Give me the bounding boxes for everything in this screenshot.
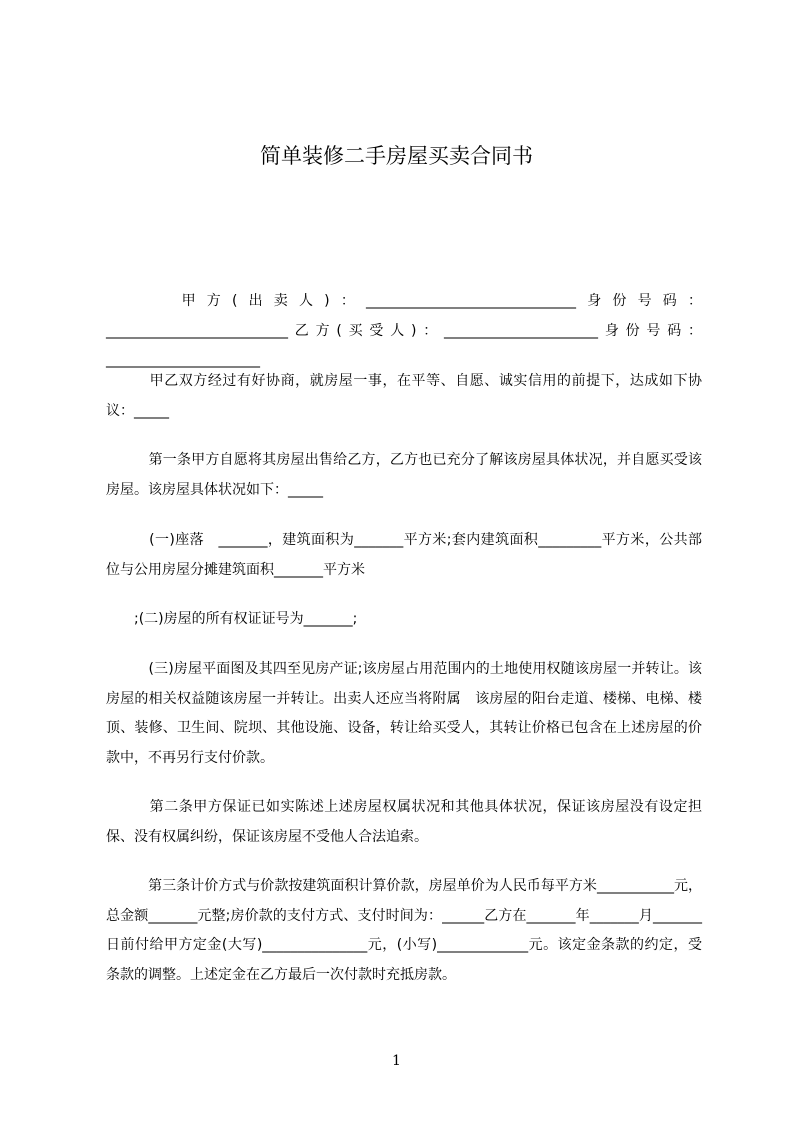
paragraph-text: 甲方(出卖人)：______________________________身份号码：__________________________乙方(买受人)：______________________身份号码：______________________: [106, 293, 702, 368]
paragraph-article-3: [106, 872, 716, 990]
paragraph-text: ;(二)房屋的所有权证证号为_______;: [106, 611, 358, 627]
paragraph-item-1: [106, 526, 702, 585]
paragraph-text: 第一条甲方自愿将其房屋出售给乙方，乙方也已充分了解该房屋具体状况，并自愿买受该房屋。该房屋具体状况如下：_____: [106, 452, 702, 498]
paragraph-text: (一)座落 _______，建筑面积为_______平方米;套内建筑面积_________平方米，公共部位与公用房屋分摊建筑面积_______平方米: [106, 532, 702, 578]
paragraph-item-3: [106, 655, 702, 773]
paragraph-text: 甲乙双方经过有好协商，就房屋一事，在平等、自愿、诚实信用的前提下，达成如下协议：_____: [106, 373, 702, 419]
paragraph-item-2: [106, 605, 702, 635]
paragraph-parties: [106, 287, 702, 376]
page-number: 1: [392, 1053, 401, 1069]
paragraph-text: (三)房屋平面图及其四至见房产证;该房屋占用范围内的土地使用权随该房屋一并转让。该房屋的相关权益随该房屋一并转让。出卖人还应当将附属 该房屋的阳台走道、楼梯、电梯、楼顶、装修、卫生间、院坝、其他设施、设备，转让给买受人，其转让价格已包含在上述房屋的价款中，不再另行支付价款。: [106, 661, 702, 766]
paragraph-intro: [106, 367, 702, 426]
paragraph-article-1: [106, 446, 702, 505]
document-title: 简单装修二手房屋买卖合同书: [260, 144, 533, 168]
paragraph-text: 第二条甲方保证已如实陈述上述房屋权属状况和其他具体状况，保证该房屋没有设定担保、没有权属纠纷，保证该房屋不受他人合法追索。: [106, 799, 702, 845]
paragraph-article-2: [106, 793, 702, 852]
paragraph-text: 第三条计价方式与价款按建筑面积计算价款，房屋单价为人民币每平方米___________元，总金额_______元整;房价款的支付方式、支付时间为：______乙方在_______年_______月_______日前付给甲方定金(大写)_______________元，(小写)_____________元。该定金条款的约定，受 条款的调整。上述定金在乙方最后一次付款时充抵房款。: [106, 878, 716, 983]
